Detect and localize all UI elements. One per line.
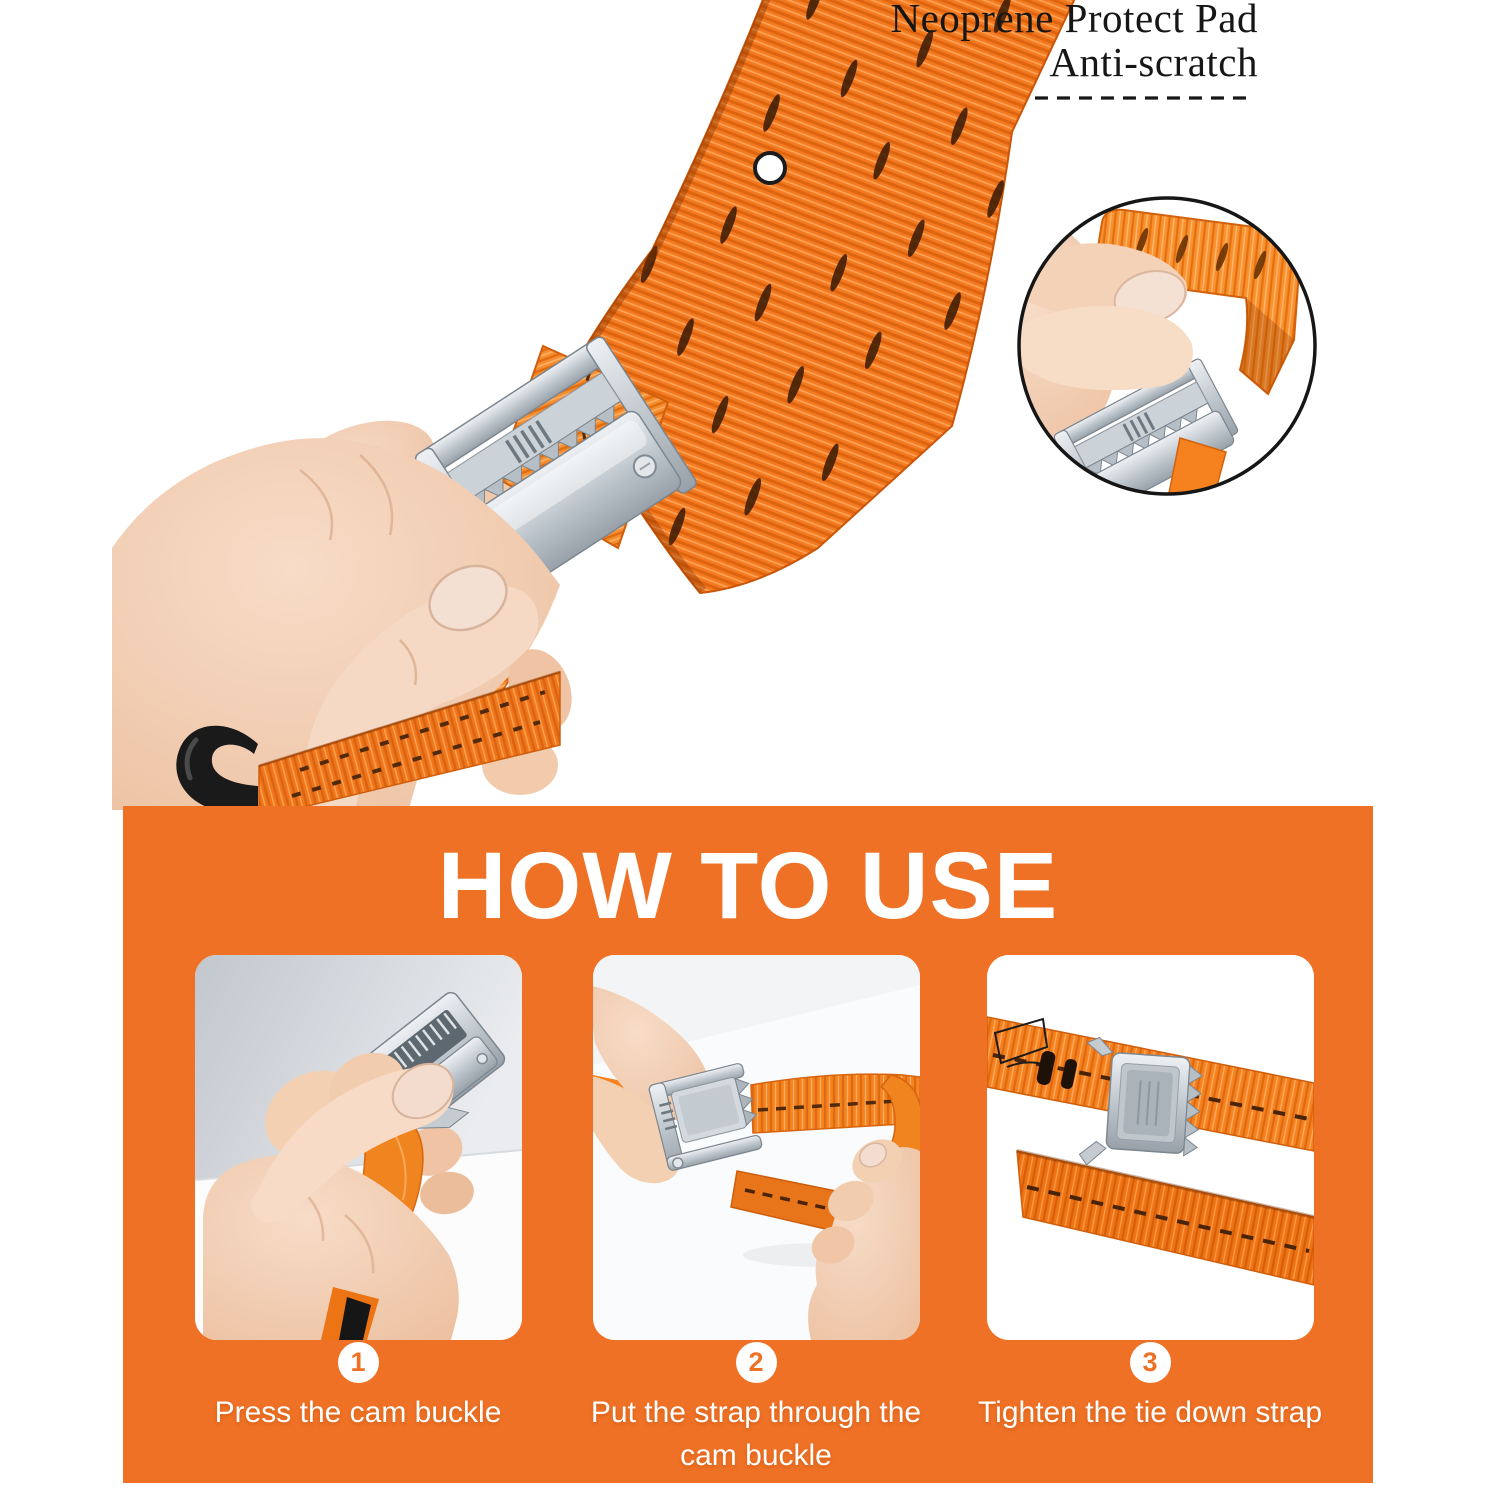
step-2-caption (566, 1391, 946, 1477)
step-1-caption-line1: Press the cam buckle (214, 1396, 502, 1429)
step-3-caption-line1: Tighten the tie down strap (977, 1396, 1323, 1429)
step-2-caption-line1: Put the strap through the (590, 1396, 922, 1429)
step-3-label (960, 1342, 1340, 1434)
wide-strap (552, 0, 1078, 616)
grommet-hole (755, 153, 785, 183)
step-1-photo-card (195, 955, 522, 1340)
annotation-callout (891, 0, 1259, 84)
how-to-use-panel (123, 806, 1373, 1483)
step-2-photo-card (593, 955, 920, 1340)
step-2-illustration (593, 955, 920, 1340)
step-2-number-badge (736, 1342, 777, 1383)
step-3-number: 3 (1142, 1347, 1158, 1377)
step-3-caption (960, 1391, 1340, 1434)
step-3-illustration (987, 955, 1314, 1340)
step-1-label (168, 1342, 548, 1434)
inset-closeup (962, 198, 1315, 517)
how-to-use-title: HOW TO USE (437, 833, 1059, 939)
annotation-line2: Anti-scratch (1049, 39, 1258, 85)
step-1-number-badge (338, 1342, 379, 1383)
step-2-number: 2 (748, 1347, 764, 1377)
step-3-number-badge (1130, 1342, 1171, 1383)
step-1-number: 1 (350, 1347, 366, 1377)
step-1-caption (168, 1391, 548, 1434)
step-1-illustration (195, 955, 522, 1340)
step-3-photo-card (987, 955, 1314, 1340)
step-2-caption-line2: cam buckle (680, 1439, 832, 1472)
step-2-label (566, 1342, 946, 1477)
annotation-line1: Neoprene Protect Pad (890, 0, 1258, 41)
